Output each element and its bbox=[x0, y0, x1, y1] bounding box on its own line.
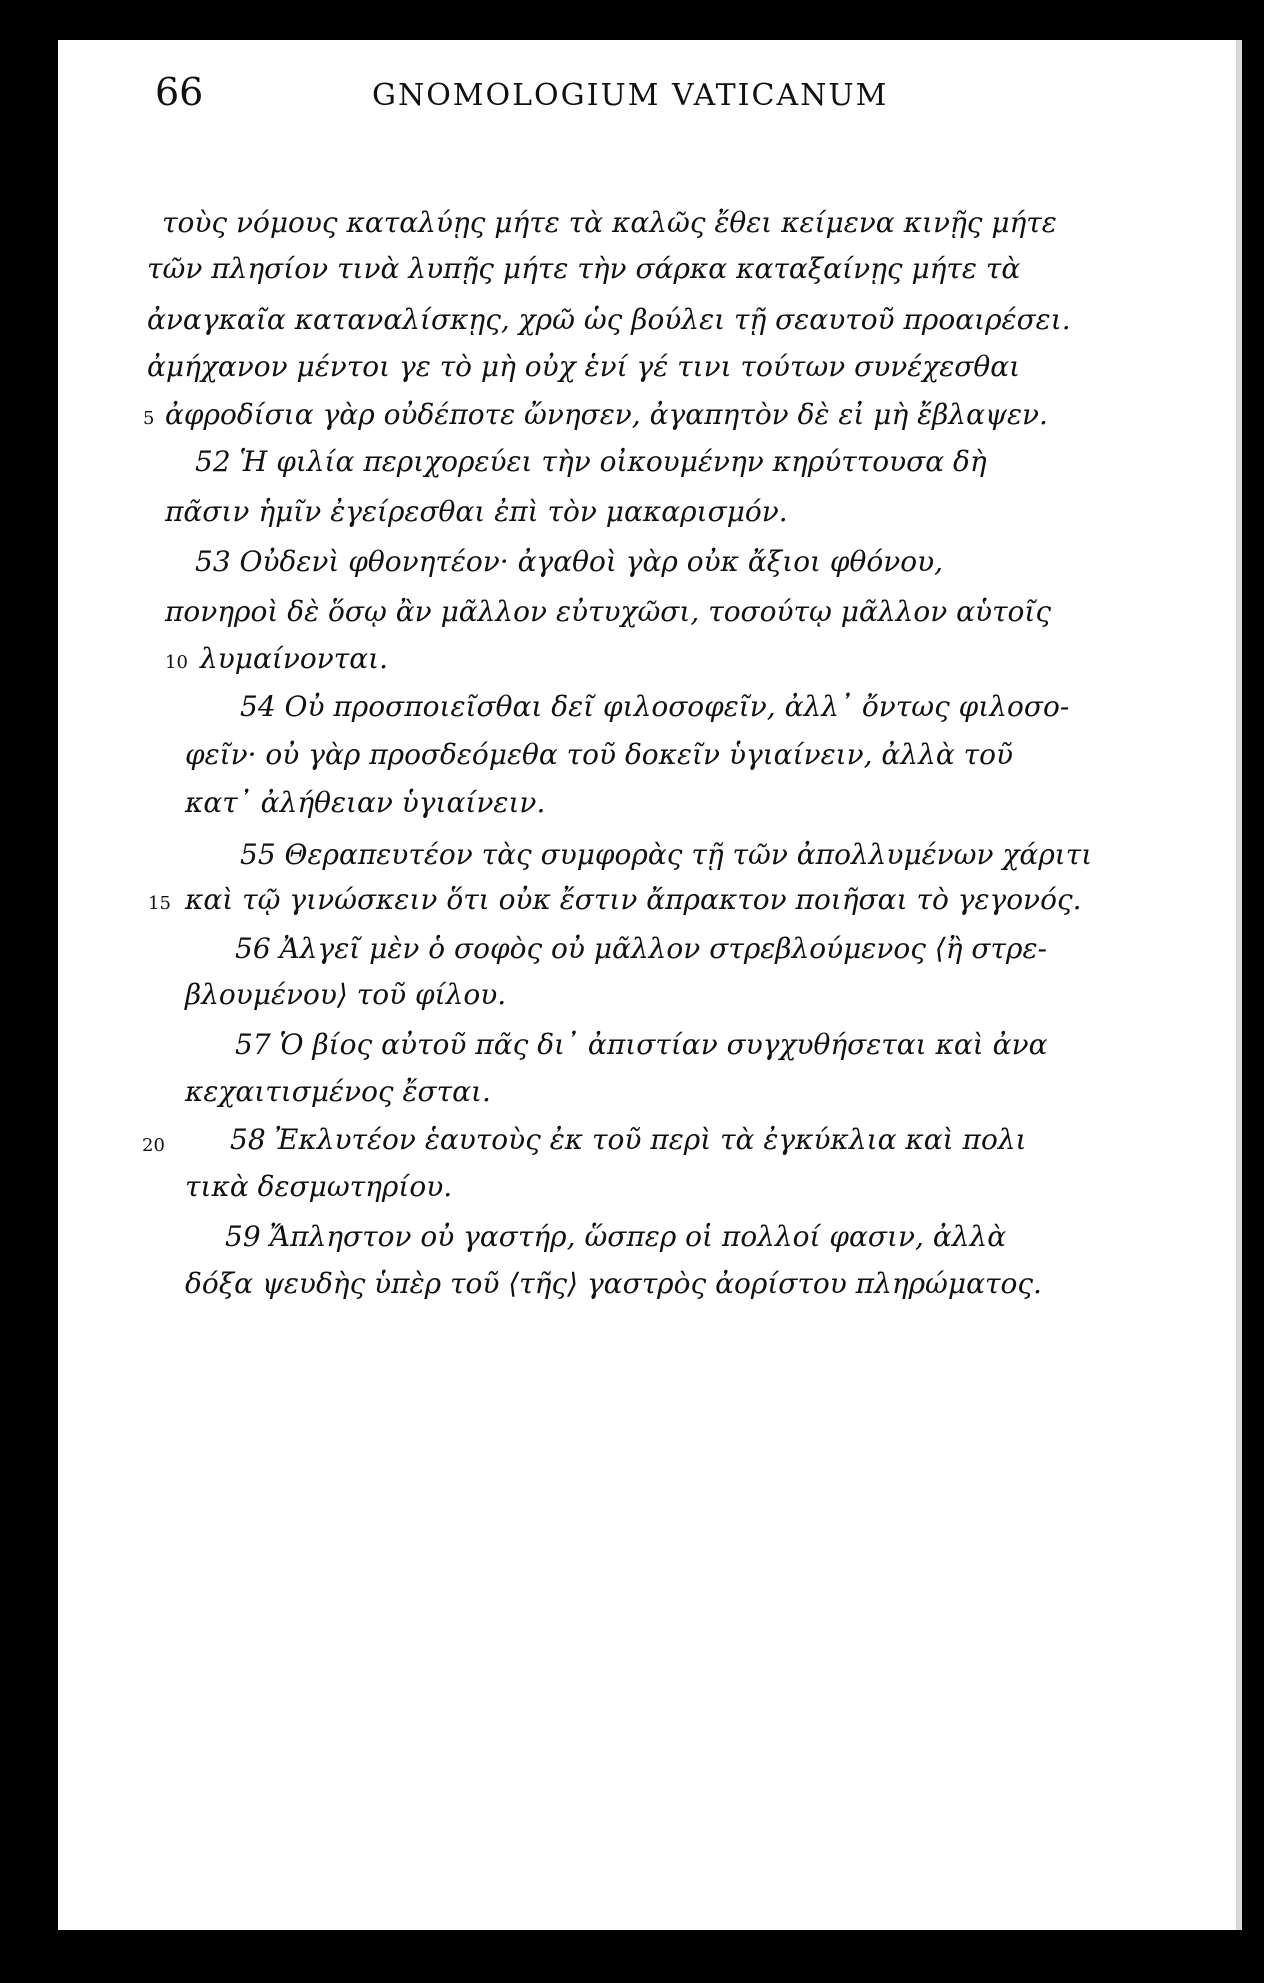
page-number: 66 bbox=[155, 70, 204, 114]
text-line: 57 Ὁ βίος αὐτοῦ πᾶς δι᾽ ἀπιστίαν συγχυθήσεται καὶ ἀνα bbox=[235, 1028, 1048, 1061]
text-line: δόξα ψευδὴς ὑπὲρ τοῦ ⟨τῆς⟩ γαστρὸς ἀορίστου πληρώματος. bbox=[185, 1267, 1042, 1300]
text-line: πᾶσιν ἡμῖν ἐγείρεσθαι ἐπὶ τὸν μακαρισμόν. bbox=[165, 495, 788, 528]
line-number: 10 bbox=[165, 652, 188, 673]
text-line: 52 Ἡ φιλία περιχορεύει τὴν οἰκουμένην κηρύττουσα δὴ bbox=[195, 445, 987, 478]
page-edge-shadow bbox=[1236, 40, 1242, 1930]
text-line: ἀμήχανον μέντοι γε τὸ μὴ οὐχ ἑνί γέ τινι τούτων συνέχεσθαι bbox=[147, 350, 1021, 383]
text-line: 55 Θεραπευτέον τὰς συμφορὰς τῇ τῶν ἀπολλυμένων χάριτι bbox=[240, 838, 1093, 871]
text-line: τοὺς νόμους καταλύῃς μήτε τὰ καλῶς ἔθει κείμενα κινῇς μήτε bbox=[162, 206, 1057, 239]
text-line: ἀναγκαῖα καταναλίσκῃς, χρῶ ὡς βούλει τῇ σεαυτοῦ προαιρέσει. bbox=[147, 303, 1071, 336]
text-line: κεχαιτισμένος ἔσται. bbox=[185, 1075, 491, 1108]
text-line: 54 Οὐ προσποιεῖσθαι δεῖ φιλοσοφεῖν, ἀλλ᾽ ὄντως φιλοσο- bbox=[240, 690, 1070, 723]
line-number: 5 bbox=[143, 408, 155, 429]
line-number: 15 bbox=[148, 893, 171, 914]
text-line: 53 Οὐδενὶ φθονητέον· ἀγαθοὶ γὰρ οὐκ ἄξιοι φθόνου, bbox=[195, 545, 944, 578]
text-line: καὶ τῷ γινώσκειν ὅτι οὐκ ἔστιν ἄπρακτον ποιῆσαι τὸ γεγονός. bbox=[185, 883, 1082, 916]
line-number: 20 bbox=[142, 1135, 165, 1156]
text-line: ἀφροδίσια γὰρ οὐδέποτε ὤνησεν, ἀγαπητὸν δὲ εἰ μὴ ἔβλαψεν. bbox=[165, 398, 1048, 431]
text-line: 59 Ἄπληστον οὐ γαστήρ, ὥσπερ οἱ πολλοί φασιν, ἀλλὰ bbox=[225, 1220, 1007, 1253]
text-line: βλουμένου⟩ τοῦ φίλου. bbox=[185, 978, 507, 1011]
text-line: τῶν πλησίον τινὰ λυπῇς μήτε τὴν σάρκα καταξαίνῃς μήτε τὰ bbox=[147, 252, 1021, 285]
text-line: τικὰ δεσμωτηρίου. bbox=[185, 1170, 453, 1203]
text-line: λυμαίνονται. bbox=[200, 642, 389, 675]
text-line: 58 Ἐκλυτέον ἑαυτοὺς ἐκ τοῦ περὶ τὰ ἐγκύκλια καὶ πολι bbox=[230, 1123, 1027, 1156]
text-line: κατ᾽ ἀλήθειαν ὑγιαίνειν. bbox=[185, 786, 546, 819]
running-title: GNOMOLOGIUM VATICANUM bbox=[372, 78, 889, 113]
text-line: πονηροὶ δὲ ὅσῳ ἂν μᾶλλον εὐτυχῶσι, τοσούτῳ μᾶλλον αὑτοῖς bbox=[165, 595, 1052, 628]
text-line: 56 Ἀλγεῖ μὲν ὁ σοφὸς οὐ μᾶλλον στρεβλούμενος ⟨ἢ στρε- bbox=[235, 932, 1047, 965]
text-line: φεῖν· οὐ γὰρ προσδεόμεθα τοῦ δοκεῖν ὑγιαίνειν, ἀλλὰ τοῦ bbox=[185, 738, 1013, 771]
